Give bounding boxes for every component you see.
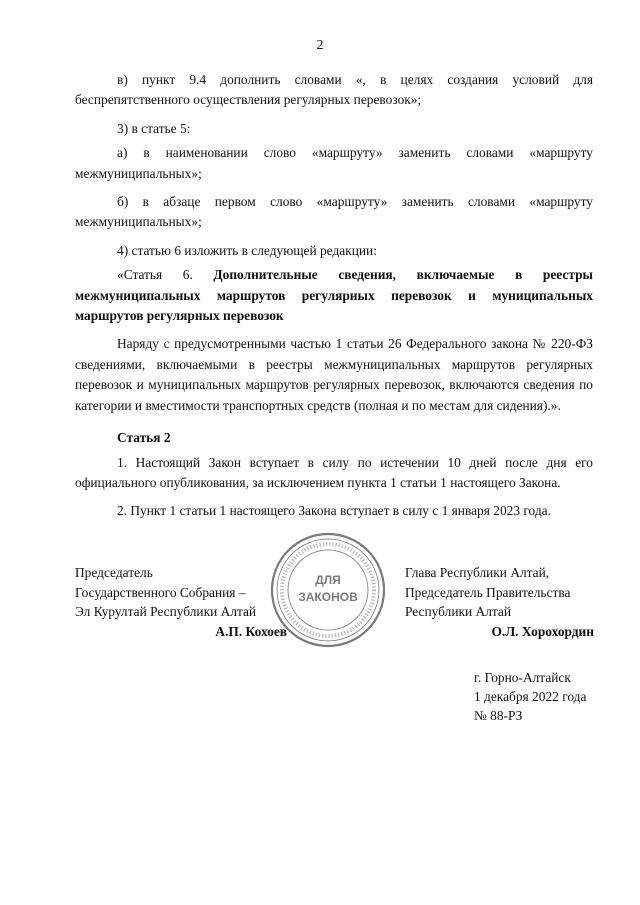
page-number: 2 — [316, 38, 324, 53]
article-6-heading: Дополнительные сведения, включаемые в реестры межмуниципальных маршрутов регулярных перевозок и муниципальных маршрутов регулярных перевозок — [75, 267, 594, 324]
footer-number: № 88-РЗ — [474, 708, 523, 723]
signer-left-title-1: Председатель — [75, 565, 153, 580]
document-footer — [474, 668, 586, 725]
signer-left-name: А.П. Кохоев — [215, 623, 287, 639]
signer-right-title-3: Республики Алтай — [405, 604, 512, 619]
footer-date: 1 декабря 2022 года — [474, 689, 587, 704]
stamp-line-2: ЗАКОНОВ — [298, 590, 358, 604]
paragraph-amend-first: б) в абзаце первом слово «маршруту» заменить словами «маршруту межмуниципальных»; — [75, 194, 593, 230]
footer-city: г. Горно-Алтайск — [474, 670, 571, 685]
article-2-title: Статья 2 — [117, 430, 171, 446]
signer-left-title-2: Государственного Собрания – — [75, 584, 246, 600]
paragraph-entry-into-force: 1. Настоящий Закон вступает в силу по истечении 10 дней после дня его официального опубликования, за исключением пункта 1 статьи 1 настоящего Закона. — [75, 454, 593, 490]
signer-right-title-2: Председатель Правительства — [405, 584, 571, 600]
paragraph-article-6: 4) статью 6 изложить в следующей редакции: — [117, 242, 377, 258]
signature-left — [75, 563, 287, 641]
paragraph-article-6-text: Наряду с предусмотренными частью 1 статьи 26 Федерального закона № 220-ФЗ сведениями, включаемыми в реестры межмуниципальных маршрутов регулярных перевозок и муниципальных маршрутов регулярных перевозок, включаются сведения по категории и вместимости транспортных средств (полная и по местам для сидения).». — [75, 336, 593, 413]
signer-right-title-1: Глава Республики Алтай, — [405, 565, 550, 580]
signer-left-title-3: Эл Курултай Республики Алтай — [75, 604, 257, 619]
stamp-line-1: ДЛЯ — [315, 573, 341, 587]
document-body — [75, 70, 593, 530]
paragraph-entry-2023: 2. Пункт 1 статьи 1 настоящего Закона вступает в силу с 1 января 2023 года. — [117, 503, 551, 519]
article-6-prefix: «Статья 6. — [117, 267, 214, 283]
paragraph-article-6-title — [75, 265, 593, 326]
signer-right-name: О.Л. Хорохордин — [491, 623, 594, 639]
paragraph-amend-name: а) в наименовании слово «маршруту» заменить словами «маршруту межмуниципальных»; — [75, 145, 593, 181]
paragraph-article-5: 3) в статье 5: — [117, 120, 191, 136]
stamp-seal — [268, 530, 388, 650]
paragraph-amend-9-4: в) пункт 9.4 дополнить словами «, в целях создания условий для беспрепятственного осуществления регулярных перевозок»; — [75, 72, 593, 108]
signature-right — [405, 563, 594, 641]
